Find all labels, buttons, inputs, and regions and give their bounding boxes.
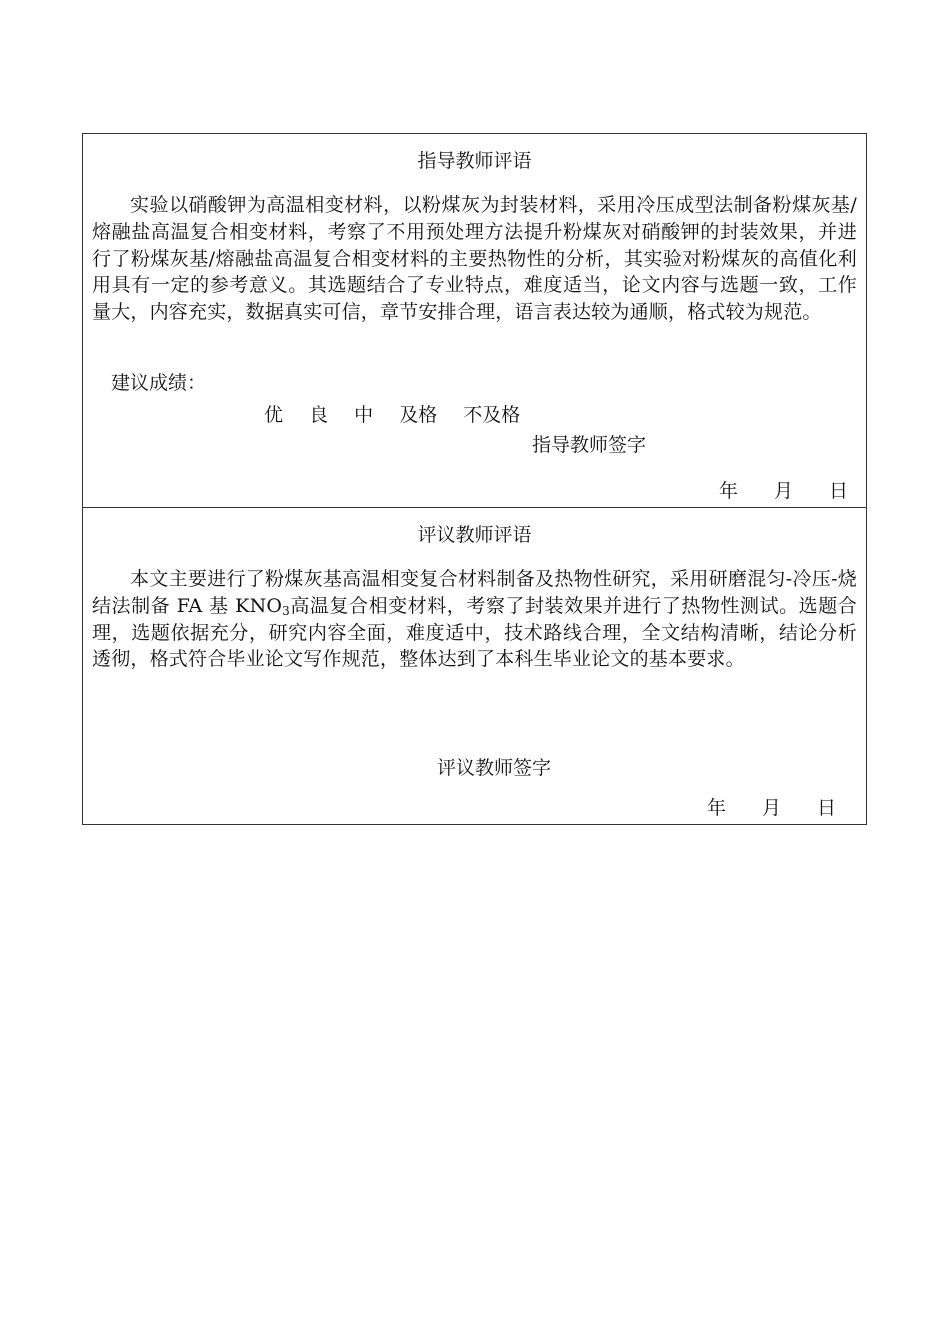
reviewer-comment-text: [92, 566, 857, 673]
advisor-date-row: [719, 479, 848, 503]
reviewer-comments-section: [83, 508, 866, 824]
date-day: 日: [817, 797, 837, 819]
grade-option-fail: 不及格: [463, 404, 521, 426]
advisor-signature-label: 指导教师签字: [532, 434, 647, 456]
reviewer-comment-part1: 本文主要进行了粉煤灰基高温相变复合材料制备及热物性研究，采用研磨混匀-冷压-烧结法制备 FA 基 KNO: [92, 568, 857, 617]
date-month: 月: [774, 480, 794, 502]
evaluation-form: [82, 133, 867, 825]
reviewer-section-title: 评议教师评语: [417, 524, 532, 546]
grade-option-medium: 中: [354, 404, 374, 426]
advisor-comment-text: 实验以硝酸钾为高温相变材料，以粉煤灰为封装材料，采用冷压成型法制备粉煤灰基/熔融盐高温复合相变材料，考察了不用预处理方法提升粉煤灰对硝酸钾的封装效果，并进行了粉煤灰基/熔融盐高温复合相变材料的主要热物性的分析，其实验对粉煤灰的高值化利用具有一定的参考意义。其选题结合了专业特点，难度适当，论文内容与选题一致，工作量大，内容充实，数据真实可信，章节安排合理，语言表达较为通顺，格式较为规范。: [92, 194, 857, 324]
reviewer-comment-part2: 高温复合相变材料，考察了封装效果并进行了热物性测试。选题合理，选题依据充分，研究内容全面，难度适中，技术路线合理，全文结构清晰，结论分析透彻，格式符合毕业论文写作规范，整体达到了本科生毕业论文的基本要求。: [92, 594, 857, 671]
grade-options: [264, 403, 520, 427]
advisor-comments-section: [83, 134, 866, 508]
advisor-section-title: 指导教师评语: [417, 150, 532, 172]
date-year: 年: [707, 797, 727, 819]
date-day: 日: [829, 480, 849, 502]
date-year: 年: [719, 480, 739, 502]
reviewer-signature-label: 评议教师签字: [437, 757, 552, 779]
subscript-3: 3: [282, 603, 291, 618]
grade-label: 建议成绩：: [111, 372, 207, 394]
grade-option-good: 良: [309, 404, 329, 426]
date-month: 月: [762, 797, 782, 819]
grade-option-excellent: 优: [264, 404, 284, 426]
reviewer-date-row: [707, 796, 836, 820]
grade-option-pass: 及格: [399, 404, 438, 426]
